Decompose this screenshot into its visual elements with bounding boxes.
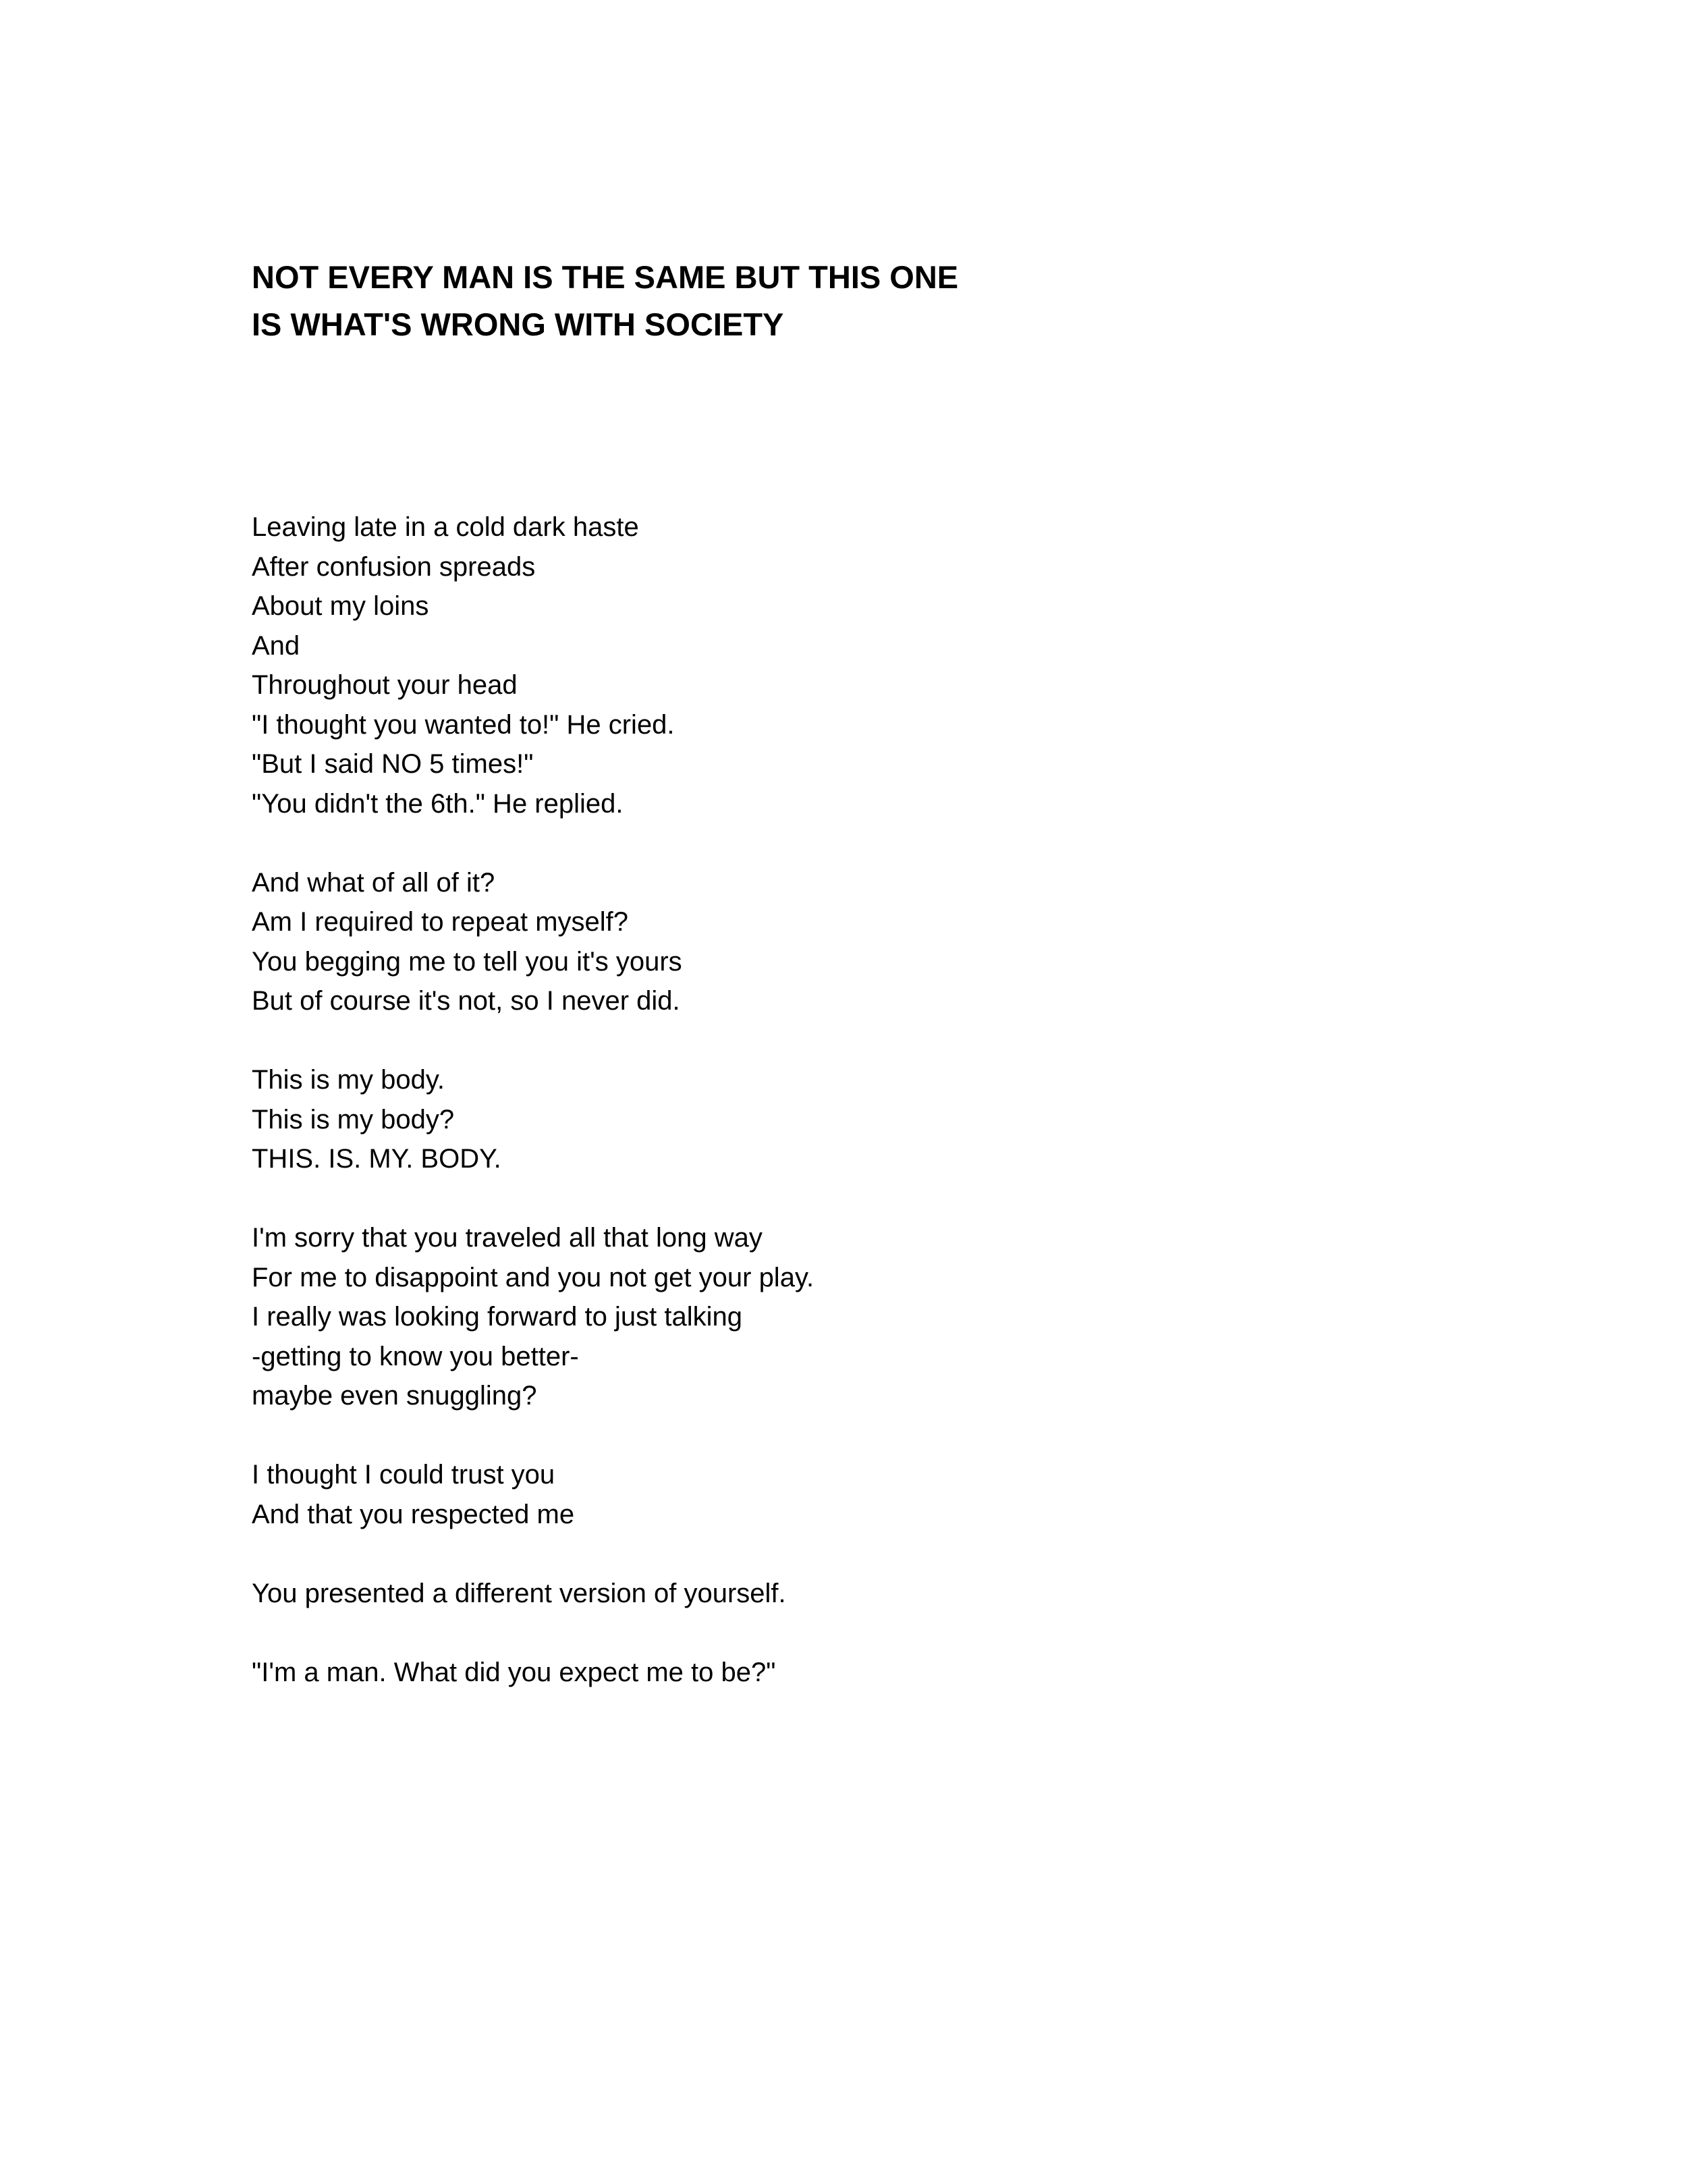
stanza-break	[252, 1534, 1466, 1574]
poem-line: You begging me to tell you it's yours	[252, 946, 682, 977]
poem-line: I really was looking forward to just talking	[252, 1302, 742, 1332]
stanza-break	[252, 1179, 1466, 1219]
poem-line: "I thought you wanted to!" He cried.	[252, 709, 675, 740]
stanza-break	[252, 1021, 1466, 1061]
poem-line: And what of all of it?	[252, 867, 495, 898]
stanza	[252, 863, 1466, 1021]
stanza	[252, 1574, 1466, 1614]
poem-line: "But I said NO 5 times!"	[252, 749, 534, 779]
stanza	[252, 508, 1466, 823]
poem-title-line: NOT EVERY MAN IS THE SAME BUT THIS ONE	[252, 259, 959, 295]
poem-line: For me to disappoint and you not get your play.	[252, 1262, 814, 1292]
poem-line: But of course it's not, so I never did.	[252, 986, 680, 1016]
stanza	[252, 1218, 1466, 1416]
poem-line: About my loins	[252, 591, 429, 621]
poem-line: After confusion spreads	[252, 551, 536, 582]
poem-line: Throughout your head	[252, 670, 518, 700]
stanza	[252, 1060, 1466, 1179]
poem-line: THIS. IS. MY. BODY.	[252, 1144, 501, 1174]
poem-line: -getting to know you better-	[252, 1341, 579, 1371]
poem-line: Leaving late in a cold dark haste	[252, 512, 639, 542]
stanza-break	[252, 1613, 1466, 1653]
poem-line: I thought I could trust you	[252, 1460, 555, 1490]
poem-line: And	[252, 630, 300, 661]
poem-title-line: IS WHAT'S WRONG WITH SOCIETY	[252, 306, 784, 342]
poem-line: maybe even snuggling?	[252, 1381, 537, 1411]
poem-line: "I'm a man. What did you expect me to be?"	[252, 1657, 776, 1687]
poem-line: This is my body?	[252, 1104, 455, 1135]
stanza	[252, 1455, 1466, 1534]
poem-title	[252, 254, 1466, 348]
stanza-break	[252, 1416, 1466, 1456]
poem-line: You presented a different version of yourself.	[252, 1578, 786, 1608]
poem-line: And that you respected me	[252, 1499, 575, 1529]
poem-line: Am I required to repeat myself?	[252, 907, 629, 937]
stanza-break	[252, 823, 1466, 863]
poem-line: "You didn't the 6th." He replied.	[252, 788, 624, 819]
poem-line: This is my body.	[252, 1065, 445, 1095]
poem-line: I'm sorry that you traveled all that long way	[252, 1223, 763, 1253]
stanza	[252, 1653, 1466, 1693]
poem-body	[252, 508, 1466, 1692]
